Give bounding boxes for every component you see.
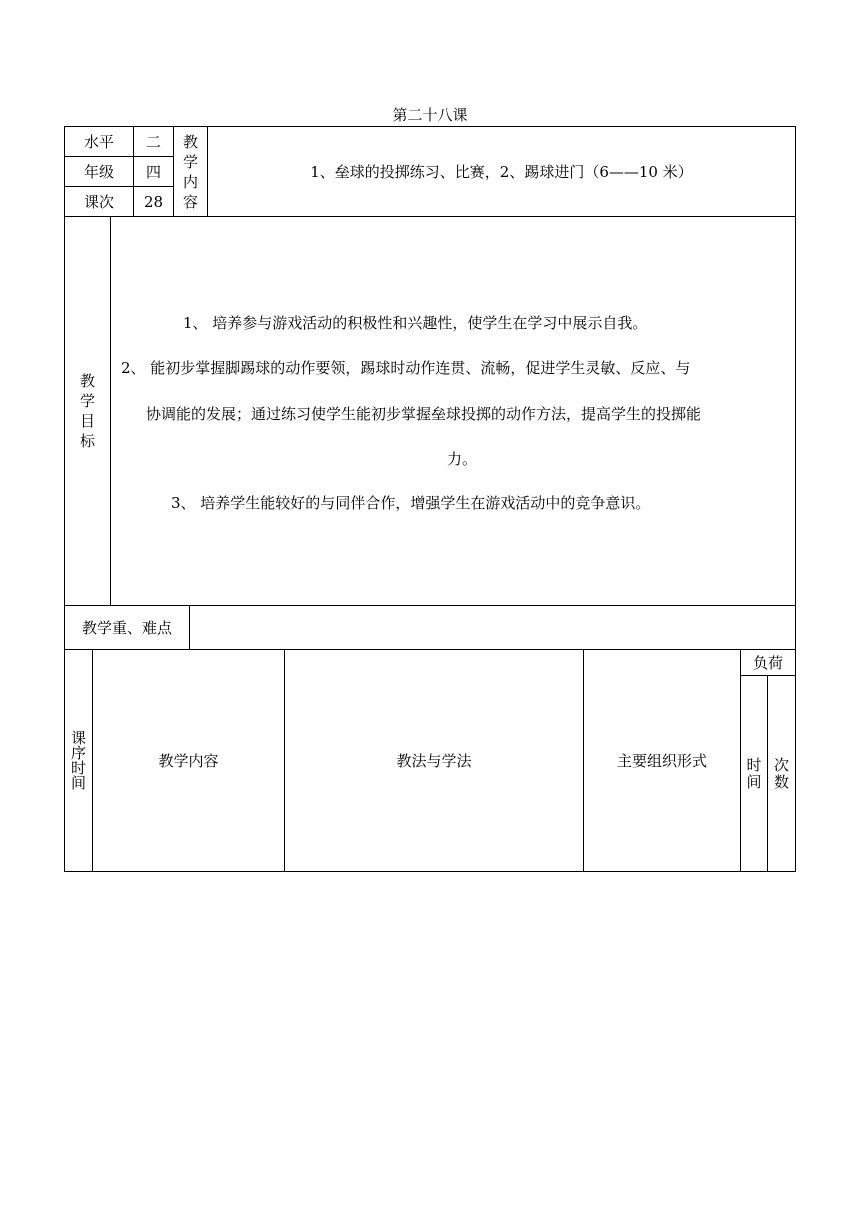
keypoints-label: 教学重、难点: [81, 619, 172, 637]
header-bottom-line: [64, 216, 796, 217]
objectives-label-char: 学: [79, 392, 95, 410]
objective-item-1: 1、 培养参与游戏活动的积极性和兴趣性，使学生在学习中展示自我。: [183, 314, 648, 332]
objectives-label-divider: [110, 216, 111, 605]
load-time-label-char: 时: [746, 755, 762, 774]
grade-label: 年级: [83, 163, 114, 181]
time-order-label-char: 课: [70, 728, 86, 747]
load-count-label-char: 数: [773, 772, 789, 791]
content-text: 1、垒球的投掷练习、比赛，2、踢球进门（6——10 米）: [310, 163, 693, 181]
objective-item-2-line-3: 力。: [447, 450, 478, 468]
column-teaching-content: 教学内容: [158, 752, 219, 770]
table-border-right: [795, 126, 796, 872]
time-order-label: [65, 650, 92, 871]
objectives-label-char: 目: [79, 412, 95, 430]
objectives-label: [65, 217, 110, 605]
time-order-label-char: 时: [70, 758, 86, 777]
grade-value: 四: [145, 163, 161, 181]
lesson-value: 28: [143, 192, 164, 211]
column-teaching-method: 教法与学法: [396, 752, 472, 770]
page-title: 第二十八课: [392, 106, 468, 124]
content-label: [174, 127, 207, 216]
content-label-char: 学: [182, 152, 198, 171]
keypoints-value: [190, 606, 795, 649]
objective-item-3: 3、 培养学生能较好的与同伴合作，增强学生在游戏活动中的竞争意识。: [171, 494, 651, 512]
content-label-char: 容: [182, 192, 198, 211]
objectives-label-char: 标: [79, 432, 95, 450]
level-label: 水平: [83, 133, 114, 151]
column-organization-form: 主要组织形式: [616, 752, 707, 770]
time-order-label-char: 间: [70, 773, 86, 792]
objective-item-2-line-2: 协调能的发展；通过练习使学生能初步掌握垒球投掷的动作方法，提高学生的投掷能: [146, 405, 702, 423]
load-count-label-char: 次: [773, 755, 789, 774]
content-label-char: 教: [182, 132, 198, 151]
load-time-label: [741, 676, 767, 871]
time-order-label-char: 序: [70, 743, 86, 762]
table-border-bottom: [64, 871, 796, 872]
objective-item-2-line-1: 2、 能初步掌握脚踢球的动作要领，踢球时动作连贯、流畅，促进学生灵敏、反应、与: [121, 359, 691, 377]
load-count-label: [768, 676, 795, 871]
column-load: 负荷: [752, 654, 783, 672]
content-label-char: 内: [182, 172, 198, 191]
load-time-label-char: 间: [746, 772, 762, 791]
level-value: 二: [145, 133, 161, 151]
lesson-label: 课次: [83, 193, 114, 211]
objectives-label-char: 教: [79, 372, 95, 390]
